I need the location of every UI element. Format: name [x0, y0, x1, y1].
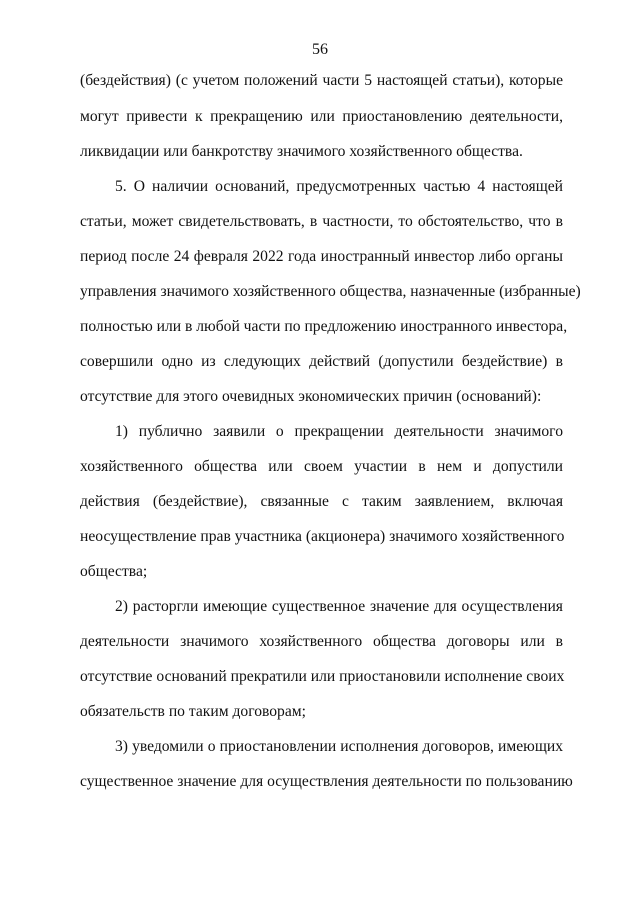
- text-line: управления значимого хозяйственного общества, назначенные (избранные): [80, 283, 581, 300]
- text-line: общества;: [80, 563, 148, 580]
- text-line: действия (бездействие), связанные с таким заявлением, включая: [80, 493, 563, 510]
- text-line: существенное значение для осуществления деятельности по пользованию: [80, 773, 573, 790]
- text-line: 1) публично заявили о прекращении деятельности значимого: [115, 423, 563, 440]
- text-line: статьи, может свидетельствовать, в частности, то обстоятельство, что в: [80, 213, 563, 230]
- page-number: 56: [312, 41, 328, 58]
- text-line: (бездействия) (с учетом положений части 5 настоящей статьи), которые: [80, 72, 563, 89]
- text-line: могут привести к прекращению или приостановлению деятельности,: [80, 108, 563, 125]
- text-line: 3) уведомили о приостановлении исполнения договоров, имеющих: [115, 738, 563, 755]
- text-line: отсутствие для этого очевидных экономических причин (оснований):: [80, 388, 542, 405]
- text-line: совершили одно из следующих действий (допустили бездействие) в: [80, 353, 563, 370]
- text-line: 2) расторгли имеющие существенное значение для осуществления: [115, 598, 563, 615]
- text-line: 5. О наличии оснований, предусмотренных частью 4 настоящей: [115, 178, 563, 195]
- text-line: деятельности значимого хозяйственного общества договоры или в: [80, 633, 563, 650]
- text-line: хозяйственного общества или своем участии в нем и допустили: [80, 458, 563, 475]
- text-line: полностью или в любой части по предложению иностранного инвестора,: [80, 318, 568, 335]
- text-line: ликвидации или банкротству значимого хозяйственного общества.: [80, 143, 523, 160]
- text-line: неосуществление прав участника (акционера) значимого хозяйственного: [80, 528, 565, 545]
- text-line: период после 24 февраля 2022 года иностранный инвестор либо органы: [80, 248, 563, 265]
- text-line: отсутствие оснований прекратили или приостановили исполнение своих: [80, 668, 565, 685]
- text-line: обязательств по таким договорам;: [80, 703, 306, 720]
